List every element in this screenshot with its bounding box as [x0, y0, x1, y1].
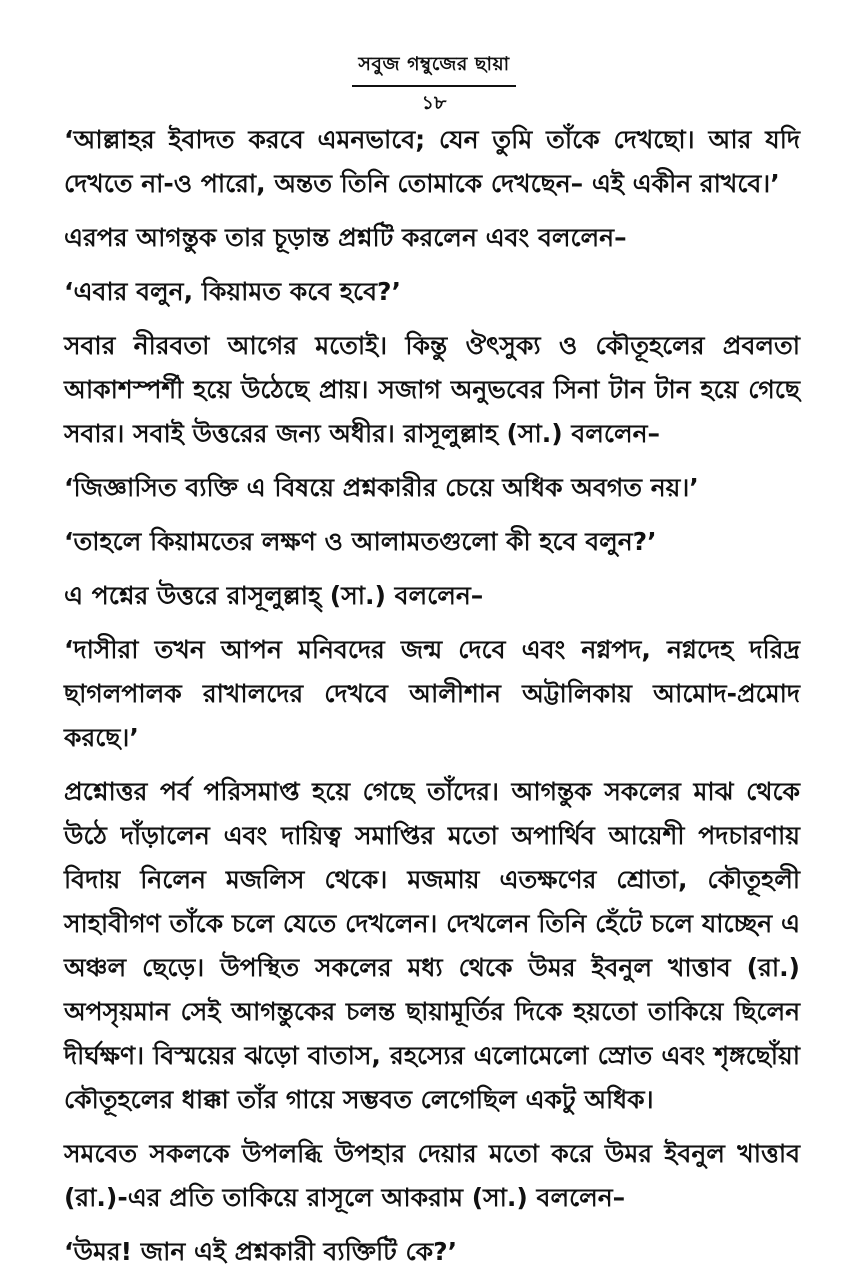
body-text	[64, 118, 800, 1284]
paragraph: এরপর আগন্তুক তার চূড়ান্ত প্রশ্নটি করলেন এবং বললেন–	[64, 223, 627, 252]
paragraph: সবার নীরবতা আগের মতোই। কিন্তু ঔৎসুক্য ও কৌতূহলের প্রবলতা আকাশস্পর্শী হয়ে উঠেছে প্রায়। সজাগ অনুভবের সিনা টান টান হয়ে গেছে সবার। সবাই উত্তরের জন্য অধীর। রাসূলুল্লাহ (সা.) বললেন–	[64, 331, 800, 448]
paragraph: ‘আল্লাহর ইবাদত করবে এমনভাবে; যেন তুমি তাঁকে দেখছো। আর যদি দেখতে না-ও পারো, অন্তত তিনি তোমাকে দেখছেন– এই একীন রাখবে।’	[64, 125, 800, 198]
running-title: সবুজ গম্বুজের ছায়া	[352, 50, 515, 87]
paragraph: ‘এবার বলুন, কিয়ামত কবে হবে?’	[64, 277, 402, 306]
paragraph: ‘উমর! জান এই প্রশ্নকারী ব্যক্তিটি কে?’	[64, 1237, 458, 1266]
page-number: ১৮	[421, 92, 447, 114]
paragraph: প্রশ্নোত্তর পর্ব পরিসমাপ্ত হয়ে গেছে তাঁদের। আগন্তুক সকলের মাঝ থেকে উঠে দাঁড়ালেন এবং দায়িত্ব সমাপ্তির মতো অপার্থিব আয়েশী পদচারণায় বিদায় নিলেন মজলিস থেকে। মজমায় এতক্ষণের শ্রোতা, কৌতূহলী সাহাবীগণ তাঁকে চলে যেতে দেখলেন। দেখলেন তিনি হেঁটে চলে যাচ্ছেন এ অঞ্চল ছেড়ে। উপস্থিত সকলের মধ্য থেকে উমর ইবনুল খাত্তাব (রা.) অপসৃয়মান সেই আগন্তুকের চলন্ত ছায়ামূর্তির দিকে হয়তো তাকিয়ে ছিলেন দীর্ঘক্ষণ। বিস্ময়ের ঝড়ো বাতাস, রহস্যের এলোমেলো স্রোত এবং শৃঙ্গছোঁয়া কৌতূহলের ধাক্কা তাঁর গায়ে সম্ভবত লেগেছিল একটু অধিক।	[64, 777, 800, 1114]
page-header	[0, 50, 868, 121]
paragraph: ‘তাহলে কিয়ামতের লক্ষণ ও আলামতগুলো কী হবে বলুন?’	[64, 527, 657, 556]
paragraph: সমবেত সকলকে উপলব্ধি উপহার দেয়ার মতো করে উমর ইবনুল খাত্তাব (রা.)-এর প্রতি তাকিয়ে রাসূলে আকরাম (সা.) বললেন–	[64, 1139, 800, 1212]
paragraph: ‘জিজ্ঞাসিত ব্যক্তি এ বিষয়ে প্রশ্নকারীর চেয়ে অধিক অবগত নয়।’	[64, 473, 699, 502]
paragraph: এ পশ্নের উত্তরে রাসূলুল্লাহ্ (সা.) বললেন–	[64, 581, 484, 610]
paragraph: ‘দাসীরা তখন আপন মনিবদের জন্ম দেবে এবং নগ্নপদ, নগ্নদেহ দরিদ্র ছাগলপালক রাখালদের দেখবে আলীশান অট্টালিকায় আমোদ-প্রমোদ করছে।’	[64, 635, 800, 752]
